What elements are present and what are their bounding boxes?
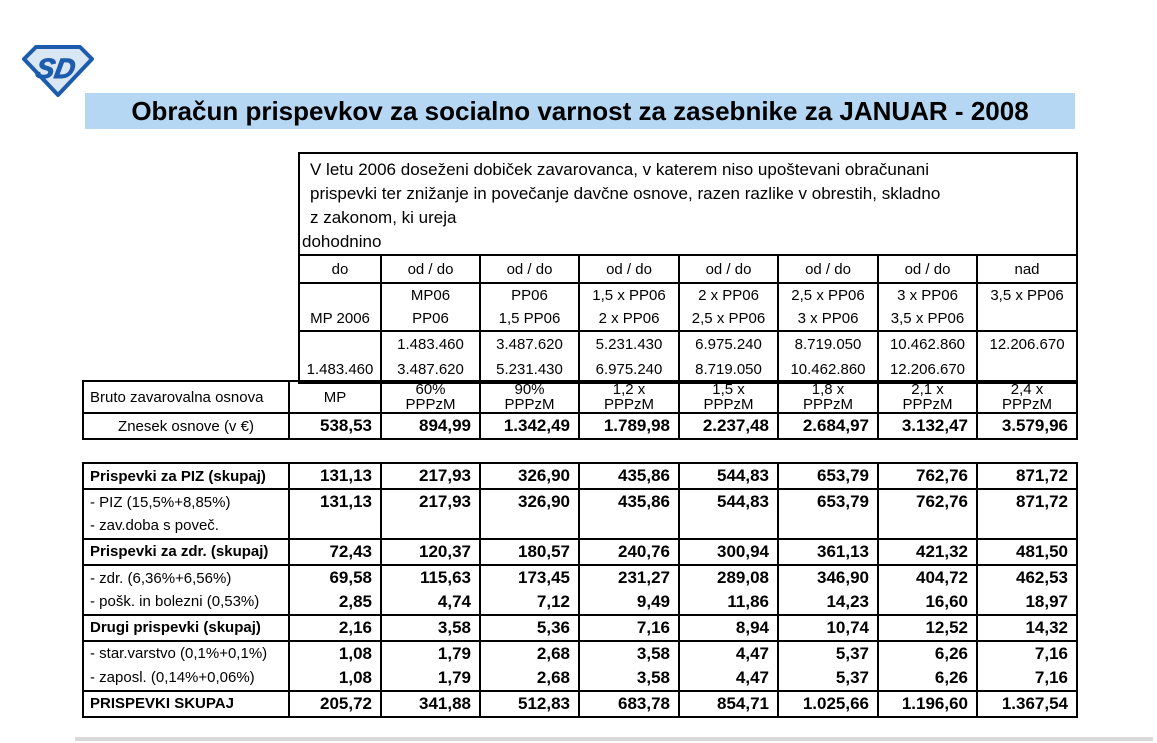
range-multiplier-cell: [977, 283, 1077, 331]
contribution-row: [83, 615, 1077, 641]
range-line: 1.483.460: [397, 336, 464, 353]
range-line: [978, 357, 1076, 382]
value-cell: 762,76: [878, 463, 977, 489]
range-line: 8.719.050: [794, 336, 862, 353]
intro-line: V letu 2006 doseženi dobiček zavarovanca, v katerem niso upoštevani obračunani: [310, 160, 929, 179]
intro-line: dohodnino: [302, 232, 382, 251]
value-cell: 18,97: [977, 590, 1077, 615]
value-cell: 4,47: [679, 666, 778, 691]
base-factor-cell: [480, 381, 579, 413]
row-label: Drugi prispevki (skupaj): [83, 615, 289, 641]
contribution-row: [83, 691, 1077, 717]
range-line: 3.487.620: [397, 361, 464, 378]
factor-line: 1,8 x: [811, 381, 845, 398]
range-line: 2,5 x PP06: [691, 310, 766, 327]
row-label: Prispevki za zdr. (skupaj): [83, 539, 289, 565]
value-cell: 2,68: [480, 641, 579, 666]
value-cell: 1.196,60: [878, 691, 977, 717]
value-cell: [778, 514, 878, 539]
value-cell: 9,49: [579, 590, 679, 615]
range-multiplier-cell: [299, 283, 381, 331]
range-line: MP 2006: [310, 310, 370, 327]
value-cell: 1,08: [289, 641, 381, 666]
value-cell: 421,32: [878, 539, 977, 565]
value-cell: 326,90: [480, 489, 579, 514]
logo-letters: SD: [33, 52, 78, 84]
range-header-cell: od / do: [878, 255, 977, 283]
bruto-row: [83, 381, 1077, 413]
range-line: 10.462.860: [790, 361, 866, 378]
value-cell: 2,68: [480, 666, 579, 691]
range-amount-cell: [679, 331, 778, 383]
value-cell: 854,71: [679, 691, 778, 717]
value-cell: [480, 514, 579, 539]
value-cell: 300,94: [679, 539, 778, 565]
range-amount-cell: [381, 331, 480, 383]
value-cell: 1,79: [381, 666, 480, 691]
value-cell: 871,72: [977, 463, 1077, 489]
value-cell: 4,47: [679, 641, 778, 666]
range-header-cell: od / do: [679, 255, 778, 283]
value-cell: 7,16: [977, 641, 1077, 666]
base-factor-cell: [679, 381, 778, 413]
range-line: 3,5 x PP06: [990, 287, 1064, 304]
range-amount-cell: [579, 331, 679, 383]
factor-line: 2,1 x: [911, 381, 944, 398]
contribution-row: [83, 565, 1077, 590]
intro-line: z zakonom, ki ureja: [310, 208, 457, 227]
value-cell: 5,37: [778, 641, 878, 666]
factor-line: 90%: [514, 381, 545, 398]
range-header-cell: od / do: [579, 255, 679, 283]
base-factor-cell: [778, 381, 878, 413]
value-cell: 3,58: [381, 615, 480, 641]
value-cell: 5,37: [778, 666, 878, 691]
value-cell: 481,50: [977, 539, 1077, 565]
value-cell: 115,63: [381, 565, 480, 590]
base-factor-cell: [289, 381, 381, 413]
range-line: 12.206.670: [889, 361, 966, 378]
value-cell: 217,93: [381, 463, 480, 489]
value-cell: 7,16: [977, 666, 1077, 691]
value-cell: 435,86: [579, 489, 679, 514]
range-header-cell: nad: [977, 255, 1077, 283]
value-cell: 346,90: [778, 565, 878, 590]
range-amount-cell: [878, 331, 977, 383]
factor-line: MP: [323, 388, 347, 406]
range-multiplier-cell: [878, 283, 977, 331]
znesek-row: [83, 413, 1077, 439]
row-label: - zdr. (6,36%+6,56%): [83, 565, 289, 590]
factor-line: PPPzM: [405, 396, 456, 413]
value-cell: 8,94: [679, 615, 778, 641]
contribution-row: [83, 489, 1077, 514]
value-cell: 762,76: [878, 489, 977, 514]
row-label: - PIZ (15,5%+8,85%): [83, 489, 289, 514]
range-multiplier-cell: [679, 283, 778, 331]
base-factor-cell: [381, 381, 480, 413]
value-cell: 3,58: [579, 641, 679, 666]
factor-line: PPPzM: [504, 396, 555, 413]
base-amount-cell: 3.132,47: [878, 413, 977, 439]
range-line: 6.975.240: [595, 361, 663, 378]
value-cell: 1.025,66: [778, 691, 878, 717]
range-line: 3.487.620: [496, 336, 563, 353]
value-cell: 512,83: [480, 691, 579, 717]
range-line: 2,5 x PP06: [791, 287, 865, 304]
range-line: 3,5 x PP06: [890, 310, 965, 327]
value-cell: [579, 514, 679, 539]
range-header-cell: od / do: [381, 255, 480, 283]
contribution-row: [83, 666, 1077, 691]
base-amount-cell: 538,53: [289, 413, 381, 439]
range-multiplier-cell: [480, 283, 579, 331]
base-amount-cell: 894,99: [381, 413, 480, 439]
range-line: 6.975.240: [695, 336, 762, 353]
row-label: PRISPEVKI SKUPAJ: [83, 691, 289, 717]
value-cell: 326,90: [480, 463, 579, 489]
factor-line: PPPzM: [902, 396, 953, 413]
range-line: PP06: [412, 310, 449, 327]
value-cell: 462,53: [977, 565, 1077, 590]
factor-line: PPPzM: [1001, 396, 1052, 413]
row-label: - zaposl. (0,14%+0,06%): [83, 666, 289, 691]
value-cell: 16,60: [878, 590, 977, 615]
base-amount-cell: 2.684,97: [778, 413, 878, 439]
range-line: 1,5 PP06: [498, 310, 561, 327]
factor-line: 1,2 x: [612, 381, 646, 398]
value-cell: 2,16: [289, 615, 381, 641]
range-line: 3 x PP06: [897, 287, 958, 304]
range-line: 2 x PP06: [598, 310, 660, 327]
value-cell: 871,72: [977, 489, 1077, 514]
factor-line: 60%: [415, 381, 446, 398]
value-cell: 3,58: [579, 666, 679, 691]
value-cell: 6,26: [878, 666, 977, 691]
base-amount-cell: 1.789,98: [579, 413, 679, 439]
factor-line: PPPzM: [603, 396, 654, 413]
value-cell: 240,76: [579, 539, 679, 565]
range-multiplier-cell: [381, 283, 480, 331]
range-multiplier-cell: [778, 283, 878, 331]
title-bar: [85, 93, 1075, 129]
value-cell: 7,12: [480, 590, 579, 615]
factor-line: PPPzM: [802, 396, 853, 413]
range-amount-cell: [778, 331, 878, 383]
contribution-row: [83, 590, 1077, 615]
footer-divider: [75, 737, 1153, 741]
range-header-cell: do: [299, 255, 381, 283]
range-line: 5.231.430: [496, 361, 563, 378]
contribution-row: [83, 463, 1077, 489]
contribution-row: [83, 641, 1077, 666]
value-cell: 131,13: [289, 489, 381, 514]
value-cell: 14,23: [778, 590, 878, 615]
contribution-row: [83, 539, 1077, 565]
value-cell: 435,86: [579, 463, 679, 489]
value-cell: 231,27: [579, 565, 679, 590]
base-factor-cell: [977, 381, 1077, 413]
value-cell: 14,32: [977, 615, 1077, 641]
value-cell: 1.367,54: [977, 691, 1077, 717]
row-label: - star.varstvo (0,1%+0,1%): [83, 641, 289, 666]
intro-line: prispevki ter znižanje in povečanje davčne osnove, razen razlike v obrestih, skladno: [310, 184, 941, 203]
value-cell: 289,08: [679, 565, 778, 590]
factor-line: 2,4 x: [1010, 381, 1044, 398]
range-line: 10.462.860: [889, 336, 966, 353]
factor-line: PPPzM: [703, 396, 754, 413]
base-factor-cell: [579, 381, 679, 413]
value-cell: 653,79: [778, 489, 878, 514]
range-line: 1.483.460: [306, 361, 374, 378]
value-cell: 1,08: [289, 666, 381, 691]
range-line: 3 x PP06: [797, 310, 859, 327]
value-cell: 683,78: [579, 691, 679, 717]
range-line: [300, 332, 380, 357]
intro-text-cell: [299, 153, 1077, 255]
znesek-label: Znesek osnove (v €): [83, 413, 289, 439]
range-amount-cell: [977, 331, 1077, 383]
value-cell: [878, 514, 977, 539]
value-cell: 544,83: [679, 489, 778, 514]
row-label: Prispevki za PIZ (skupaj): [83, 463, 289, 489]
value-cell: [381, 514, 480, 539]
value-cell: 131,13: [289, 463, 381, 489]
range-line: 5.231.430: [595, 336, 663, 353]
range-line: 1,5 x PP06: [592, 287, 666, 304]
value-cell: 404,72: [878, 565, 977, 590]
row-label: - zav.doba s poveč.: [83, 514, 289, 539]
base-amount-cell: 1.342,49: [480, 413, 579, 439]
contribution-row: [83, 514, 1077, 539]
range-amount-row: [299, 331, 1077, 383]
range-line: PP06: [511, 287, 548, 304]
contributions-table: [82, 462, 1078, 718]
value-cell: 5,36: [480, 615, 579, 641]
range-line: 2 x PP06: [698, 287, 759, 304]
range-multiplier-cell: [579, 283, 679, 331]
range-amount-cell: [480, 331, 579, 383]
value-cell: 180,57: [480, 539, 579, 565]
sd-logo-icon: [22, 44, 94, 98]
value-cell: 72,43: [289, 539, 381, 565]
range-multiplier-row: [299, 283, 1077, 331]
value-cell: 341,88: [381, 691, 480, 717]
value-cell: 173,45: [480, 565, 579, 590]
value-cell: 10,74: [778, 615, 878, 641]
value-cell: [679, 514, 778, 539]
value-cell: 12,52: [878, 615, 977, 641]
value-cell: 11,86: [679, 590, 778, 615]
range-header-row: [299, 255, 1077, 283]
range-line: 8.719.050: [695, 361, 762, 378]
value-cell: 120,37: [381, 539, 480, 565]
base-amount-cell: 3.579,96: [977, 413, 1077, 439]
intro-row: [299, 153, 1077, 255]
range-line: [300, 284, 380, 307]
ranges-table: [298, 152, 1078, 384]
value-cell: 544,83: [679, 463, 778, 489]
bruto-label: Bruto zavarovalna osnova: [83, 381, 289, 413]
range-line: [978, 307, 1076, 330]
value-cell: 69,58: [289, 565, 381, 590]
value-cell: 2,85: [289, 590, 381, 615]
range-line: 12.206.670: [989, 336, 1065, 353]
value-cell: 361,13: [778, 539, 878, 565]
value-cell: 1,79: [381, 641, 480, 666]
factor-line: 1,5 x: [712, 381, 745, 398]
base-amount-cell: 2.237,48: [679, 413, 778, 439]
base-factor-cell: [878, 381, 977, 413]
range-header-cell: od / do: [778, 255, 878, 283]
range-amount-cell: [299, 331, 381, 383]
base-table: [82, 380, 1078, 440]
value-cell: 653,79: [778, 463, 878, 489]
row-label: - pošk. in bolezni (0,53%): [83, 590, 289, 615]
value-cell: 6,26: [878, 641, 977, 666]
value-cell: [977, 514, 1077, 539]
value-cell: 205,72: [289, 691, 381, 717]
value-cell: [289, 514, 381, 539]
page-title: Obračun prispevkov za socialno varnost za zasebnike za JANUAR - 2008: [131, 95, 1029, 126]
value-cell: 7,16: [579, 615, 679, 641]
range-line: MP06: [410, 287, 451, 304]
range-header-cell: od / do: [480, 255, 579, 283]
value-cell: 217,93: [381, 489, 480, 514]
value-cell: 4,74: [381, 590, 480, 615]
